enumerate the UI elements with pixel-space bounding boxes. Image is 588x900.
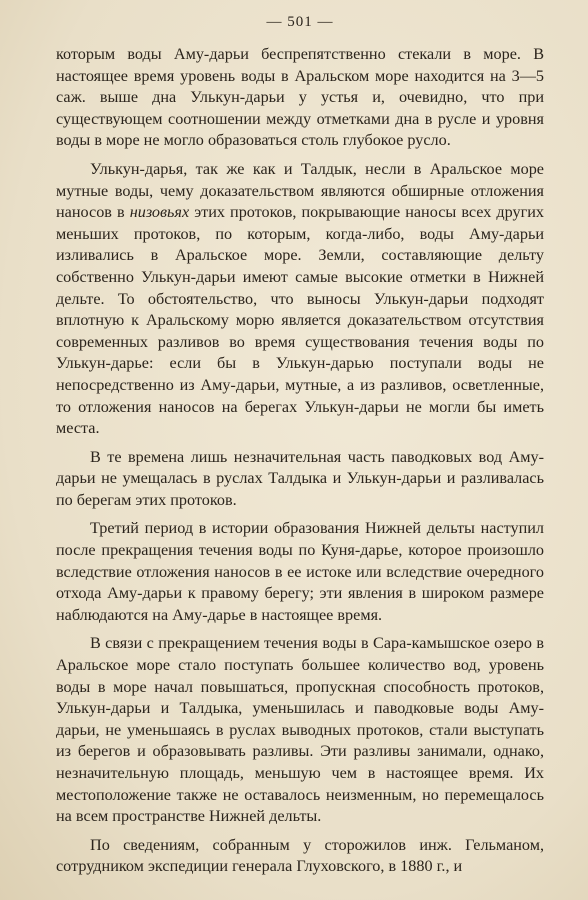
document-page	[56, 14, 544, 878]
paragraph-2	[56, 159, 544, 440]
paragraph-2-text-after: этих протоков, покрывающие наносы всех других меньших протоков, по которым, когда-либо, воды Аму-дарьи изливались в Аральское море. Земли, составляющие дельту собственно Улькун-дарьи имеют самые высокие отметки в Нижней дельте. То обстоятельство, что выносы Улькун-дарьи подходят вплотную к Аральскому морю является доказательством отсутствия современных разливов во время существования течения воды по Улькун-дарье: если бы в Улькун-дарью поступали воды не непосредственно из Аму-дарьи, мутные, а из разливов, осветленные, то отложения наносов на берегах Улькун-дарьи не могли бы иметь места.	[56, 203, 544, 438]
paragraph-1: которым воды Аму-дарьи беспрепятственно стекали в море. В настоящее время уровень воды в Аральском море находится на 3—5 саж. выше дна Улькун-дарьи у устья и, очевидно, что при существующем соотношении между отметками дна в русле и уровня воды в море не могло образоваться столь глубокое русло.	[56, 45, 544, 150]
paragraph-5: В связи с прекращением течения воды в Сара-камышское озеро в Аральское море стало поступать большее количество вод, уровень воды в море начал повышаться, пропускная способность протоков, Улькун-дарьи и Талдыка, уменьшилась и паводковые воды Аму-дарьи, не уменьшаясь в руслах выводных протоков, стали выступать из берегов и образовывать разливы. Эти разливы занимали, однако, незначительную площадь, меньшую чем в настоящее время. Их местоположение также не оставалось неизменным, но перемещалось на всем пространстве Нижней дельты.	[56, 634, 544, 826]
paragraph-4: Третий период в истории образования Нижней дельты наступил после прекращения течения воды по Куня-дарье, которое произошло вследствие отложения наносов в ее истоке или вследствие очередного отхода Аму-дарьи к правому берегу; эти явления в широком размере наблюдаются на Аму-дарье в настоящее время.	[56, 519, 544, 624]
page-number: — 501 —	[266, 14, 334, 30]
paragraph-2-emphasis: низовьях	[129, 203, 190, 222]
paragraph-6: По сведениям, собранным у сторожилов инж. Гельманом, сотрудником экспедиции генерала Глуховского, в 1880 г., и	[56, 835, 544, 876]
paragraph-2-text-before: Улькун-дарья, так же как и Талдык, несли в Аральское море мутные воды, чему доказательством являются обширные отложения наносов в	[56, 159, 544, 222]
paragraph-3: В те времена лишь незначительная часть паводковых вод Аму-дарьи не умещалась в руслах Талдыка и Улькун-дарьи и разливалась по берегам этих протоков.	[56, 447, 544, 509]
